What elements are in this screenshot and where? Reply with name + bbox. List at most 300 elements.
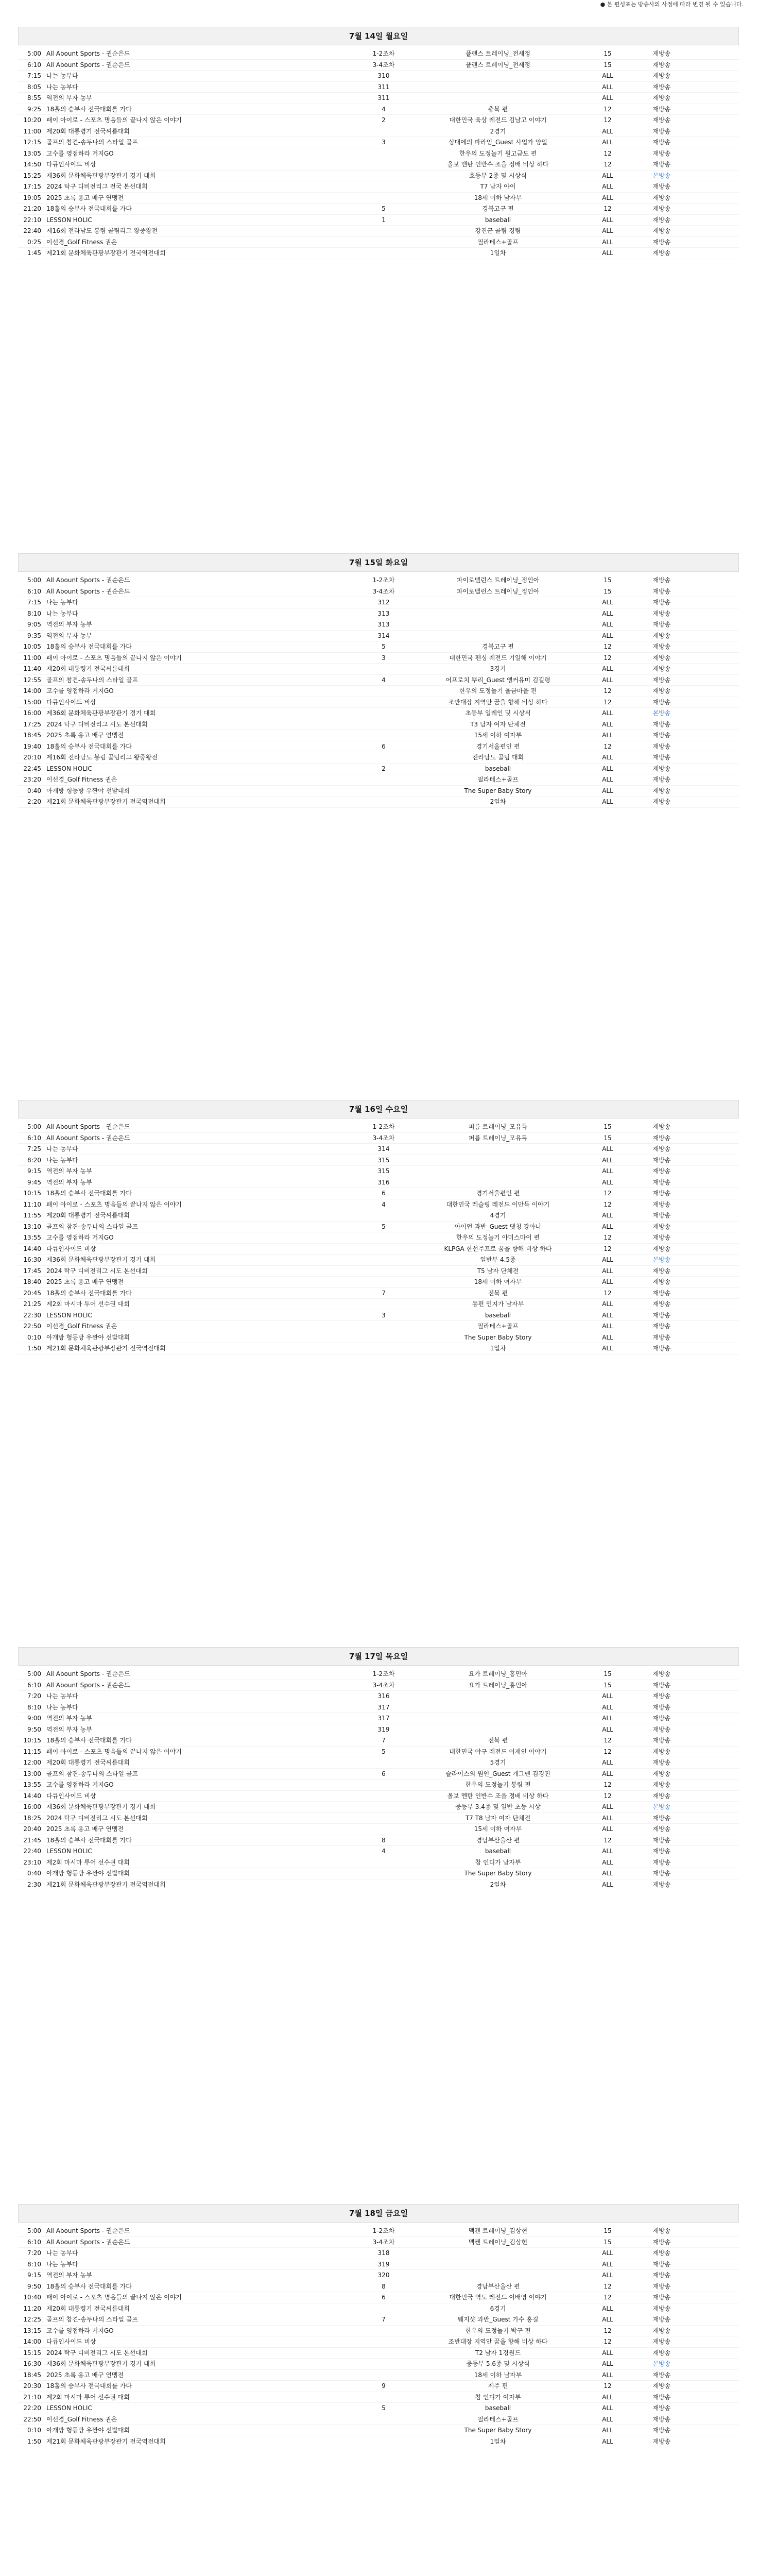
program-title: All Abount Sports - 권순은드 — [46, 2227, 130, 2234]
program-list — [18, 1669, 739, 1890]
program-row — [18, 1343, 739, 1354]
age-rating: ALL — [602, 1825, 613, 1833]
age-rating: 12 — [604, 149, 612, 157]
program-time: 11:00 — [23, 127, 41, 135]
program-row — [18, 1144, 739, 1155]
program-time: 22:40 — [23, 227, 41, 234]
episode-number: 6 — [382, 2294, 386, 2301]
program-row — [18, 796, 739, 808]
age-rating: ALL — [602, 1858, 613, 1866]
episode-number: 3 — [382, 139, 386, 146]
broadcast-type: 재방송 — [652, 2327, 671, 2334]
program-title: All Abount Sports - 권순은드 — [46, 50, 130, 57]
program-title: 18홀의 승부사 전국대회를 가다 — [46, 2382, 132, 2389]
day-header: 7월 15일 화요일 — [18, 553, 739, 572]
program-time: 18:40 — [23, 1278, 41, 1285]
program-time: 11:20 — [23, 2304, 41, 2312]
age-rating: ALL — [602, 1323, 613, 1330]
program-time: 9:35 — [27, 632, 41, 639]
program-title: 18홀의 승부사 전국대회를 가다 — [46, 2282, 132, 2290]
program-title: All Abount Sports - 권순은드 — [46, 1123, 130, 1130]
program-row — [18, 1232, 739, 1244]
episode-subtitle: 경남부산울산 편 — [476, 1836, 520, 1844]
episode-subtitle: 필라테스+골프 — [477, 238, 519, 246]
program-title: 2025 초록 옹고 배구 연맹전 — [46, 732, 124, 739]
broadcast-type: 재방송 — [652, 2227, 671, 2234]
program-title: 다큐인사이드 비상 — [46, 2338, 96, 2345]
program-time: 7:20 — [27, 1692, 41, 1700]
program-time: 6:10 — [27, 587, 41, 595]
program-time: 14:00 — [23, 687, 41, 694]
program-title: 골프의 참견-송두나의 스타일 골프 — [46, 1770, 139, 1777]
program-time: 1:50 — [27, 1345, 41, 1352]
broadcast-type: 재방송 — [652, 742, 671, 750]
program-time: 21:25 — [23, 1300, 41, 1308]
episode-number: 1 — [382, 216, 386, 224]
program-title: 2025 초록 옹고 배구 연맹전 — [46, 1278, 124, 1285]
program-row — [18, 1222, 739, 1233]
age-rating: ALL — [602, 2437, 613, 2445]
program-row — [18, 1669, 739, 1680]
program-row — [18, 2336, 739, 2348]
broadcast-type: 재방송 — [652, 83, 671, 91]
broadcast-type: 재방송 — [652, 105, 671, 113]
age-rating: ALL — [602, 609, 613, 617]
program-row — [18, 774, 739, 786]
program-row — [18, 171, 739, 182]
program-time: 11:15 — [23, 1748, 41, 1755]
program-title: 2025 초록 옹고 배구 연맹전 — [46, 2371, 124, 2379]
age-rating: ALL — [602, 2371, 613, 2379]
age-rating: ALL — [602, 709, 613, 717]
program-row — [18, 2425, 739, 2436]
episode-subtitle: T5 남자 단체전 — [477, 1267, 519, 1275]
program-time: 13:55 — [23, 1781, 41, 1788]
broadcast-type: 재방송 — [652, 754, 671, 761]
episode-number: 5 — [382, 1748, 386, 1755]
program-row — [18, 653, 739, 664]
episode-subtitle: 맥켄 트레이닝_김상현 — [468, 2238, 528, 2246]
day-schedule — [18, 1647, 739, 1890]
episode-subtitle: 한우의 도정놀기 아미스마이 편 — [456, 1234, 540, 1241]
age-rating: ALL — [602, 1692, 613, 1700]
age-rating: 15 — [604, 587, 612, 595]
program-title: 역전의 부자 농부 — [46, 1178, 92, 1186]
broadcast-type: 재방송 — [652, 2437, 671, 2445]
age-rating: ALL — [602, 1311, 613, 1319]
program-title: 골프의 참견-송두나의 스타일 골프 — [46, 676, 139, 684]
program-title: All Abount Sports - 권순은드 — [46, 1681, 130, 1689]
age-rating: ALL — [602, 720, 613, 728]
program-title: 제21회 문화체육관광부장관기 전국역전대회 — [46, 249, 166, 257]
program-time: 0:10 — [27, 2427, 41, 2434]
program-time: 11:40 — [23, 665, 41, 672]
program-row — [18, 1724, 739, 1736]
episode-number: 317 — [377, 1703, 390, 1711]
episode-number: 314 — [377, 632, 390, 639]
broadcast-type: 재방송 — [652, 665, 671, 672]
age-rating: ALL — [602, 632, 613, 639]
program-time: 13:10 — [23, 1223, 41, 1230]
episode-subtitle: 대한민국 레슬링 레전드 이만득 이야기 — [446, 1200, 550, 1208]
program-title: 역전의 부자 농부 — [46, 94, 92, 101]
episode-subtitle: 충북 편 — [488, 105, 508, 113]
program-row — [18, 148, 739, 160]
age-rating: 12 — [604, 1200, 612, 1208]
program-row — [18, 586, 739, 598]
program-time: 5:00 — [27, 577, 41, 584]
program-time: 9:50 — [27, 2282, 41, 2290]
program-title: 패이 아이로 - 스포츠 명음들의 끝나지 않은 이야기 — [46, 1200, 182, 1208]
program-row — [18, 608, 739, 620]
program-title: 제2회 마시마 투어 선수권 대회 — [46, 1858, 130, 1866]
episode-subtitle: 상대에의 파라임_Guest 사업가 양일 — [449, 139, 547, 146]
program-title: 고수를 영접하라 거지GO — [46, 687, 114, 694]
program-time: 7:25 — [27, 1145, 41, 1153]
program-row — [18, 741, 739, 753]
broadcast-type: 재방송 — [652, 609, 671, 617]
broadcast-type: 재방송 — [652, 50, 671, 57]
broadcast-type: 재방송 — [652, 587, 671, 595]
age-rating: ALL — [602, 1145, 613, 1153]
age-rating: ALL — [602, 1803, 613, 1810]
program-title: 제20회 대통령기 전국씨름대회 — [46, 1212, 130, 1219]
program-time: 20:30 — [23, 2382, 41, 2389]
broadcast-type: 본방송 — [652, 172, 671, 179]
broadcast-type: 재방송 — [652, 1333, 671, 1341]
broadcast-type: 재방송 — [652, 599, 671, 606]
program-time: 11:55 — [23, 1212, 41, 1219]
program-row — [18, 159, 739, 171]
episode-subtitle: 한우의 도정놀기 봉림 편 — [465, 1781, 531, 1788]
program-row — [18, 1166, 739, 1177]
program-title: All Abount Sports - 권순은드 — [46, 587, 130, 595]
program-row — [18, 1122, 739, 1133]
program-time: 18:45 — [23, 2371, 41, 2379]
program-row — [18, 1133, 739, 1144]
program-row — [18, 226, 739, 237]
episode-number: 1-2조차 — [372, 1670, 395, 1677]
broadcast-type: 재방송 — [652, 2294, 671, 2301]
episode-number: 317 — [377, 1715, 390, 1722]
program-title: 제16회 전라남도 봉림 골팀리그 왕중왕전 — [46, 754, 158, 761]
broadcast-type: 재방송 — [652, 698, 671, 706]
broadcast-type: 재방송 — [652, 776, 671, 783]
program-title: 제20회 대통령기 전국씨름대회 — [46, 665, 130, 672]
broadcast-type: 재방송 — [652, 1792, 671, 1800]
program-title: 나는 농부다 — [46, 83, 78, 91]
program-row — [18, 1321, 739, 1332]
program-time: 12:55 — [23, 676, 41, 684]
age-rating: 12 — [604, 161, 612, 168]
program-row — [18, 1713, 739, 1724]
program-row — [18, 1277, 739, 1288]
program-title: 18홀의 승부사 전국대회를 가다 — [46, 1190, 132, 1197]
broadcast-type: 재방송 — [652, 765, 671, 772]
program-time: 2:30 — [27, 1880, 41, 1888]
program-time: 14:00 — [23, 2338, 41, 2345]
program-title: 골프의 참견-송두나의 스타일 골프 — [46, 1223, 139, 1230]
broadcast-type: 재방송 — [652, 1825, 671, 1833]
episode-subtitle: T2 남자 1경원드 — [475, 2349, 521, 2357]
broadcast-type: 재방송 — [652, 1123, 671, 1130]
episode-number: 313 — [377, 609, 390, 617]
program-title: 2025 초록 옹고 배구 연맹전 — [46, 194, 124, 201]
program-row — [18, 786, 739, 797]
episode-subtitle: 3경기 — [490, 665, 506, 672]
program-row — [18, 2314, 739, 2326]
program-title: LESSON HOLIC — [46, 1311, 92, 1319]
program-row — [18, 2359, 739, 2370]
broadcast-type: 재방송 — [652, 1289, 671, 1297]
day-header: 7월 16일 수요일 — [18, 1100, 739, 1118]
program-time: 13:55 — [23, 1234, 41, 1241]
program-time: 9:15 — [27, 2272, 41, 2279]
age-rating: 12 — [604, 1836, 612, 1844]
program-title: 역전의 부자 농부 — [46, 1725, 92, 1733]
broadcast-type: 재방송 — [652, 1737, 671, 1744]
program-title: 18홀의 승부사 전국대회를 가다 — [46, 643, 132, 650]
age-rating: ALL — [602, 1212, 613, 1219]
program-row — [18, 181, 739, 193]
program-title: 골프의 참견-송두나의 스타일 골프 — [46, 2316, 139, 2323]
program-row — [18, 730, 739, 741]
broadcast-type: 재방송 — [652, 2282, 671, 2290]
age-rating: 12 — [604, 698, 612, 706]
program-time: 8:10 — [27, 609, 41, 617]
program-row — [18, 60, 739, 71]
broadcast-type: 재방송 — [652, 2272, 671, 2279]
age-rating: ALL — [602, 1770, 613, 1777]
schedule-notice: ● 본 편성표는 방송사의 사정에 따라 변경 될 수 있습니다. — [600, 1, 744, 8]
broadcast-type: 재방송 — [652, 1223, 671, 1230]
age-rating: ALL — [602, 172, 613, 179]
program-row — [18, 237, 739, 248]
episode-subtitle: 한우의 도정놀기 박구 편 — [465, 2327, 531, 2334]
age-rating: 15 — [604, 2238, 612, 2246]
episode-subtitle: 필라테스+골프 — [477, 776, 519, 783]
episode-subtitle: 파이로밸런스 트레이닝_정인아 — [456, 577, 540, 584]
program-title: 제36회 문화체육관광부장관기 경기 대회 — [46, 1803, 156, 1810]
program-title: 이선경_Golf Fitness 권은 — [46, 238, 117, 246]
program-title: 다큐인사이드 비상 — [46, 161, 96, 168]
broadcast-type: 재방송 — [652, 1858, 671, 1866]
episode-number: 4 — [382, 1848, 386, 1855]
day-schedule — [18, 553, 739, 808]
program-title: 골프의 참견-송두나의 스타일 골프 — [46, 139, 139, 146]
age-rating: ALL — [602, 1870, 613, 1877]
broadcast-type: 재방송 — [652, 2304, 671, 2312]
program-time: 11:00 — [23, 654, 41, 662]
program-title: 나는 농부다 — [46, 1145, 78, 1153]
episode-subtitle: 웨지샷 과반_Guest 가수 홍길 — [457, 2316, 539, 2323]
program-title: 18홀의 승부사 전국대회를 가다 — [46, 1737, 132, 1744]
age-rating: 12 — [604, 1234, 612, 1241]
episode-subtitle: 1일차 — [490, 249, 506, 257]
program-time: 15:25 — [23, 172, 41, 179]
program-time: 6:10 — [27, 2238, 41, 2246]
program-time: 5:00 — [27, 50, 41, 57]
program-row — [18, 631, 739, 642]
episode-subtitle: T3 남자 여자 단체전 — [470, 720, 526, 728]
episode-subtitle: The Super Baby Story — [464, 787, 532, 794]
program-title: 나는 농부다 — [46, 599, 78, 606]
episode-subtitle: 초등부 일레인 및 시상식 — [465, 709, 531, 717]
program-row — [18, 2270, 739, 2281]
program-title: LESSON HOLIC — [46, 2404, 92, 2412]
program-row — [18, 2303, 739, 2315]
program-title: 나는 농부다 — [46, 609, 78, 617]
program-title: 2024 탁구 디비전리그 시도 본선대회 — [46, 1267, 148, 1275]
program-row — [18, 1155, 739, 1166]
program-time: 13:00 — [23, 1770, 41, 1777]
episode-number: 5 — [382, 205, 386, 212]
program-time: 8:05 — [27, 83, 41, 91]
episode-subtitle: 2일차 — [490, 1880, 506, 1888]
episode-subtitle: baseball — [485, 1311, 511, 1319]
episode-subtitle: 조반대장 지역안 꿈을 향해 비상 하다 — [448, 2338, 548, 2345]
episode-number: 3-4조차 — [372, 587, 395, 595]
program-row — [18, 2259, 739, 2270]
program-title: 패이 아이로 - 스포츠 명음들의 끝나지 않은 이야기 — [46, 116, 182, 124]
program-title: 다큐인사이드 비상 — [46, 1245, 96, 1252]
episode-subtitle: 파이로밸런스 트레이닝_정인아 — [456, 587, 540, 595]
episode-number: 5 — [382, 643, 386, 650]
episode-number: 318 — [377, 2249, 390, 2257]
broadcast-type: 재방송 — [652, 1278, 671, 1285]
program-time: 6:10 — [27, 61, 41, 69]
program-title: 2024 탁구 디비전리그 시도 본선대회 — [46, 1814, 148, 1822]
program-row — [18, 2348, 739, 2359]
age-rating: ALL — [602, 1345, 613, 1352]
broadcast-type: 재방송 — [652, 787, 671, 794]
program-title: 나는 농부다 — [46, 1692, 78, 1700]
episode-subtitle: 요가 트레이닝_홍민아 — [468, 1670, 528, 1677]
program-title: 2025 초록 옹고 배구 연맹전 — [46, 1825, 124, 1833]
day-schedule — [18, 1100, 739, 1354]
episode-number: 315 — [377, 1156, 390, 1164]
age-rating: 12 — [604, 2327, 612, 2334]
program-time: 6:10 — [27, 1681, 41, 1689]
episode-subtitle: 중등부 5.6종 및 시상식 — [466, 2360, 530, 2367]
episode-number: 8 — [382, 2282, 386, 2290]
age-rating: ALL — [602, 1759, 613, 1766]
age-rating: ALL — [602, 2316, 613, 2323]
episode-subtitle: 필라테스+골프 — [477, 2415, 519, 2423]
program-row — [18, 2403, 739, 2414]
episode-subtitle: 제주 편 — [488, 2382, 508, 2389]
program-time: 16:30 — [23, 1256, 41, 1263]
age-rating: ALL — [602, 194, 613, 201]
program-row — [18, 1757, 739, 1769]
age-rating: ALL — [602, 2415, 613, 2423]
program-row — [18, 2392, 739, 2403]
age-rating: ALL — [602, 1167, 613, 1175]
age-rating: ALL — [602, 1725, 613, 1733]
age-rating: ALL — [602, 776, 613, 783]
age-rating: ALL — [602, 1278, 613, 1285]
program-title: 아개방 헝등방 우짠야 선발대회 — [46, 2427, 130, 2434]
program-row — [18, 2281, 739, 2293]
broadcast-type: 재방송 — [652, 676, 671, 684]
episode-number: 4 — [382, 1200, 386, 1208]
program-time: 10:20 — [23, 116, 41, 124]
program-title: 18홀의 승부사 전국대회를 가다 — [46, 105, 132, 113]
program-row — [18, 137, 739, 148]
episode-subtitle: 2일차 — [490, 798, 506, 805]
program-title: All Abount Sports - 권순은드 — [46, 2238, 130, 2246]
age-rating: ALL — [602, 787, 613, 794]
program-time: 12:00 — [23, 1759, 41, 1766]
broadcast-type: 재방송 — [652, 1345, 671, 1352]
episode-number: 7 — [382, 1737, 386, 1744]
episode-subtitle: 경기서울편인 편 — [476, 742, 520, 750]
program-title: 고수를 영접하라 거지GO — [46, 2327, 114, 2334]
broadcast-type: 재방송 — [652, 654, 671, 662]
broadcast-type: 재방송 — [652, 1190, 671, 1197]
broadcast-type: 재방송 — [652, 1748, 671, 1755]
program-row — [18, 575, 739, 586]
age-rating: 12 — [604, 1748, 612, 1755]
age-rating: 15 — [604, 2227, 612, 2234]
episode-number: 320 — [377, 2272, 390, 2279]
program-row — [18, 2326, 739, 2337]
program-title: 제16회 전라남도 봉림 골팀리그 왕중왕전 — [46, 227, 158, 234]
broadcast-type: 재방송 — [652, 798, 671, 805]
program-time: 13:05 — [23, 149, 41, 157]
episode-subtitle: 15세 이하 여자부 — [474, 732, 522, 739]
program-time: 9:25 — [27, 105, 41, 113]
program-time: 17:25 — [23, 720, 41, 728]
program-time: 12:15 — [23, 139, 41, 146]
program-time: 21:20 — [23, 205, 41, 212]
program-row — [18, 708, 739, 719]
age-rating: ALL — [602, 1178, 613, 1186]
program-row — [18, 2237, 739, 2248]
program-time: 21:45 — [23, 1836, 41, 1844]
program-title: 18홀의 승부사 전국대회를 가다 — [46, 205, 132, 212]
episode-subtitle: 대한민국 야구 레전드 이재인 이야기 — [449, 1748, 547, 1755]
age-rating: ALL — [602, 2360, 613, 2367]
program-time: 19:40 — [23, 742, 41, 750]
broadcast-type: 재방송 — [652, 643, 671, 650]
age-rating: ALL — [602, 1880, 613, 1888]
program-time: 22:10 — [23, 216, 41, 224]
program-row — [18, 1188, 739, 1199]
age-rating: ALL — [602, 83, 613, 91]
program-time: 8:10 — [27, 1703, 41, 1711]
episode-subtitle: KLPGA 한선주프로 꿈을 향해 비상 하다 — [444, 1245, 552, 1252]
age-rating: 12 — [604, 116, 612, 124]
program-title: All Abount Sports - 권순은드 — [46, 1670, 130, 1677]
program-time: 0:25 — [27, 238, 41, 246]
episode-number: 6 — [382, 1770, 386, 1777]
program-row — [18, 1769, 739, 1780]
episode-number: 7 — [382, 2316, 386, 2323]
age-rating: ALL — [602, 1333, 613, 1341]
program-title: 패이 아이로 - 스포츠 명음들의 끝나지 않은 이야기 — [46, 2294, 182, 2301]
program-title: All Abount Sports - 권순은드 — [46, 1134, 130, 1142]
program-title: 패이 아이로 - 스포츠 명음들의 끝나지 않은 이야기 — [46, 1748, 182, 1755]
program-time: 14:40 — [23, 1792, 41, 1800]
program-title: 제36회 문화체육관광부장관기 경기 대회 — [46, 2360, 156, 2367]
age-rating: ALL — [602, 2272, 613, 2279]
age-rating: ALL — [602, 2304, 613, 2312]
program-title: 역전의 부자 농부 — [46, 2272, 92, 2279]
broadcast-type: 재방송 — [652, 249, 671, 257]
program-row — [18, 1735, 739, 1747]
program-title: 패이 아이로 - 스포츠 명음들의 끝나지 않은 이야기 — [46, 654, 182, 662]
